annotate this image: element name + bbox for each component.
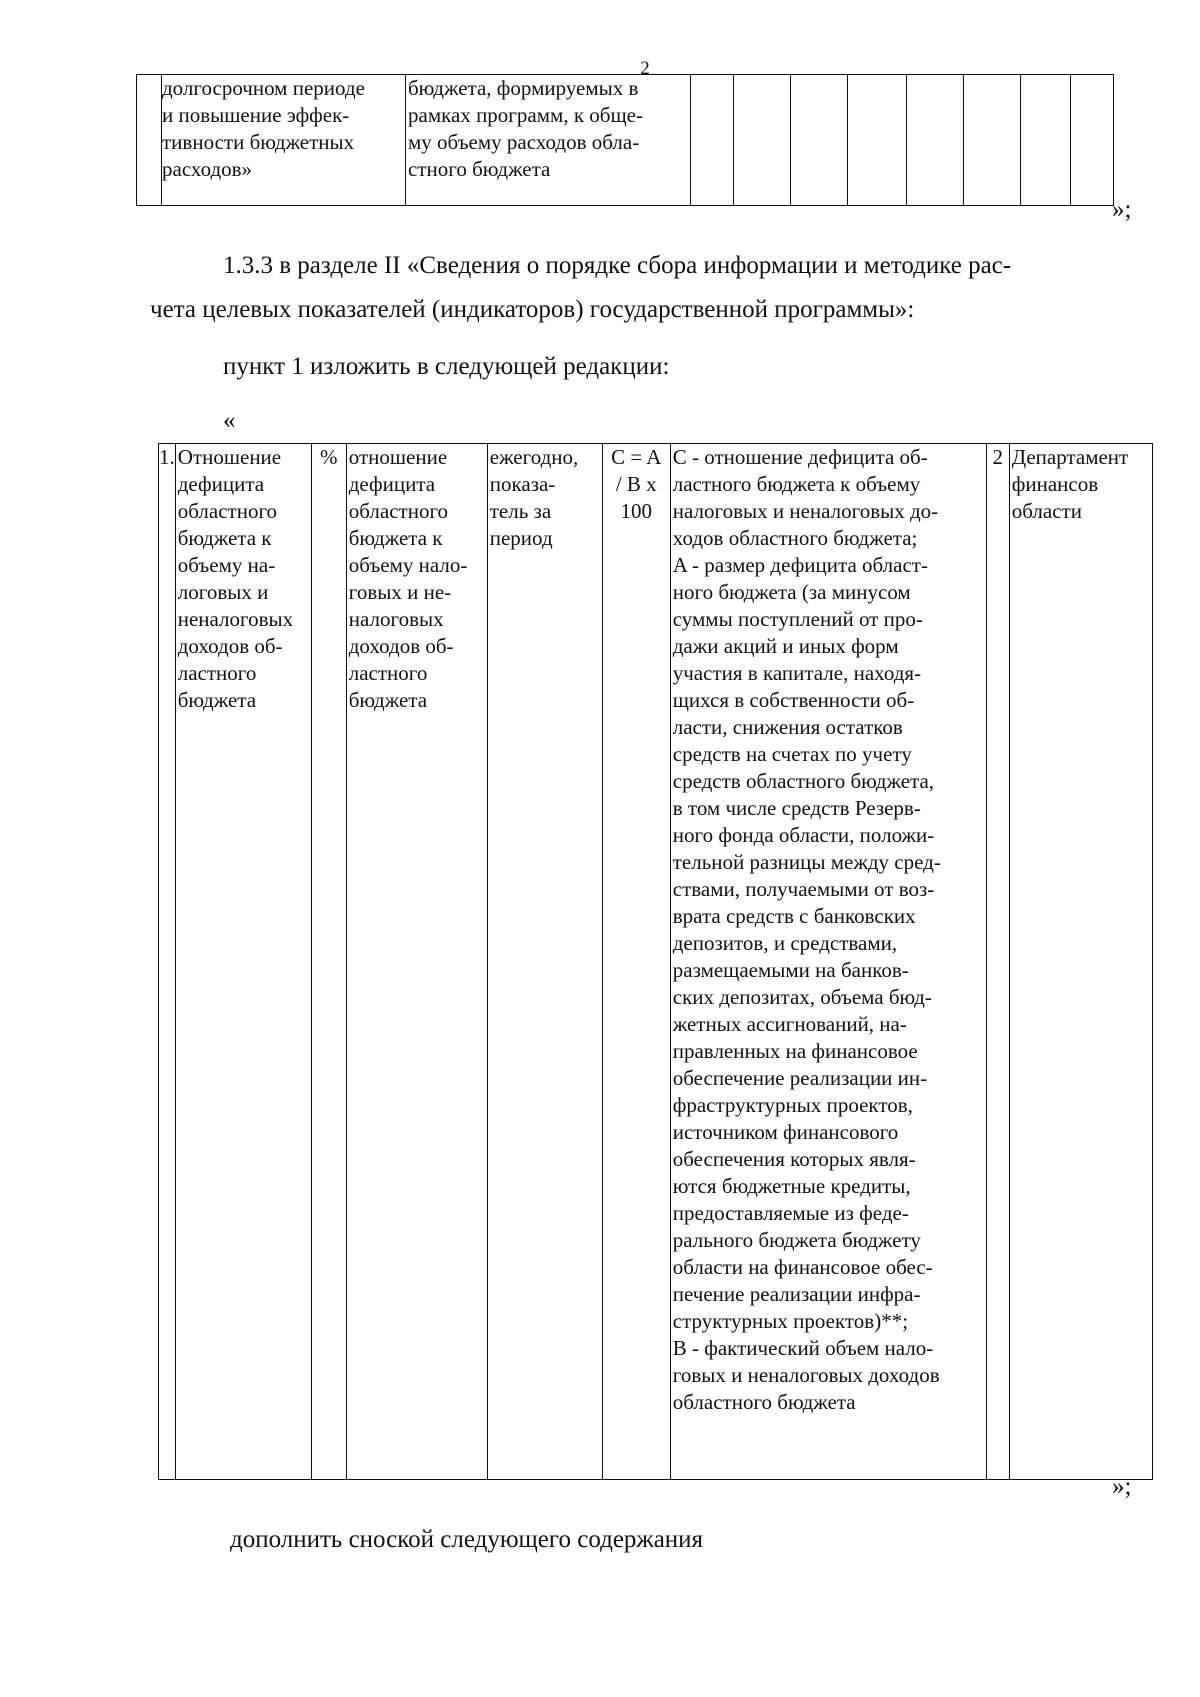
table-cell-unit <box>311 444 346 1480</box>
table-cell-indicator <box>406 75 691 206</box>
responsible-text: Департамент финансов области <box>1011 445 1129 523</box>
formula-text: C = A / B x 100 <box>611 445 662 523</box>
table-cell-empty <box>734 75 791 206</box>
definition-text: отношение дефицита областного бюджета к объему нало- говых и не- налоговых доходов об- ластного бюджета <box>348 445 468 712</box>
closing-quote: »; <box>1112 196 1132 223</box>
table-cell-number <box>159 444 176 1480</box>
table-cell-periodicity <box>487 444 602 1480</box>
closing-quote: »; <box>1112 1473 1132 1500</box>
indicator-name: Отношение дефицита областного бюджета к объему на- логовых и неналоговых доходов об- ластного бюджета <box>177 445 294 712</box>
table-cell-empty <box>791 75 848 206</box>
goal-text: долгосрочном периоде и повышение эффек- тивности бюджетных расходов» <box>162 76 365 181</box>
table-cell-responsible <box>1009 444 1152 1480</box>
indicator-table <box>158 443 1153 1480</box>
code-text: 2 <box>992 445 1003 469</box>
table-cell-name <box>175 444 311 1480</box>
table-cell-empty <box>964 75 1021 206</box>
paragraph-line: 1.3.3 в разделе II «Сведения о порядке сбора информации и методике рас- <box>223 252 1012 279</box>
continuation-table <box>136 74 1114 206</box>
opening-quote: « <box>223 407 236 434</box>
page-number: 2 <box>640 58 650 79</box>
table-cell-method <box>670 444 986 1480</box>
row-number: 1. <box>159 445 175 469</box>
table-cell-empty <box>1021 75 1071 206</box>
table-cell-goal <box>162 75 406 206</box>
table-cell-empty <box>1071 75 1114 206</box>
paragraph-text: дополнить сноской следующего содержания <box>230 1526 704 1553</box>
table-cell-empty <box>848 75 907 206</box>
periodicity-text: ежегодно, показа- тель за период <box>489 445 579 550</box>
unit-text: % <box>320 445 338 469</box>
table-cell-empty <box>691 75 734 206</box>
method-text: C - отношение дефицита об- ластного бюджета к объему налоговых и неналоговых до- ходов областного бюджета; A - размер дефицита област- ного бюджета (за минусом суммы поступлений от про- дажи акций и иных форм участия в капитале, находя- щихся в собственности об- ласти, снижения остатков средств на счетах по учету средств областного бюджета, в том числе средств Резерв- ного фонда области, положи- тельной разницы между сред- ствами, получаемыми от воз- врата средств с банковских депозитов, и средствами, размещаемыми на банков- ских депозитах, объема бюд- жетных ассигнований, на- правленных на финансовое обеспечение реализации ин- фраструктурных проектов, источником финансового обеспечения которых явля- ются бюджетные кредиты, предоставляемые из феде- рального бюджета бюджету области на финансовое обес- печение реализации инфра- структурных проектов)**; B - фактический объем нало- говых и неналоговых доходов областного бюджета <box>672 445 941 1414</box>
table-cell-code <box>986 444 1009 1480</box>
paragraph-text: пункт 1 изложить в следующей редакции: <box>223 353 670 380</box>
table-cell-formula <box>602 444 670 1480</box>
paragraph-line: чета целевых показателей (индикаторов) государственной программы»: <box>150 296 915 323</box>
table-cell-empty <box>907 75 964 206</box>
table-cell-empty <box>137 75 162 206</box>
indicator-text: бюджета, формируемых в рамках программ, к обще- му объему расходов обла- стного бюджета <box>408 76 643 181</box>
table-cell-definition <box>346 444 487 1480</box>
